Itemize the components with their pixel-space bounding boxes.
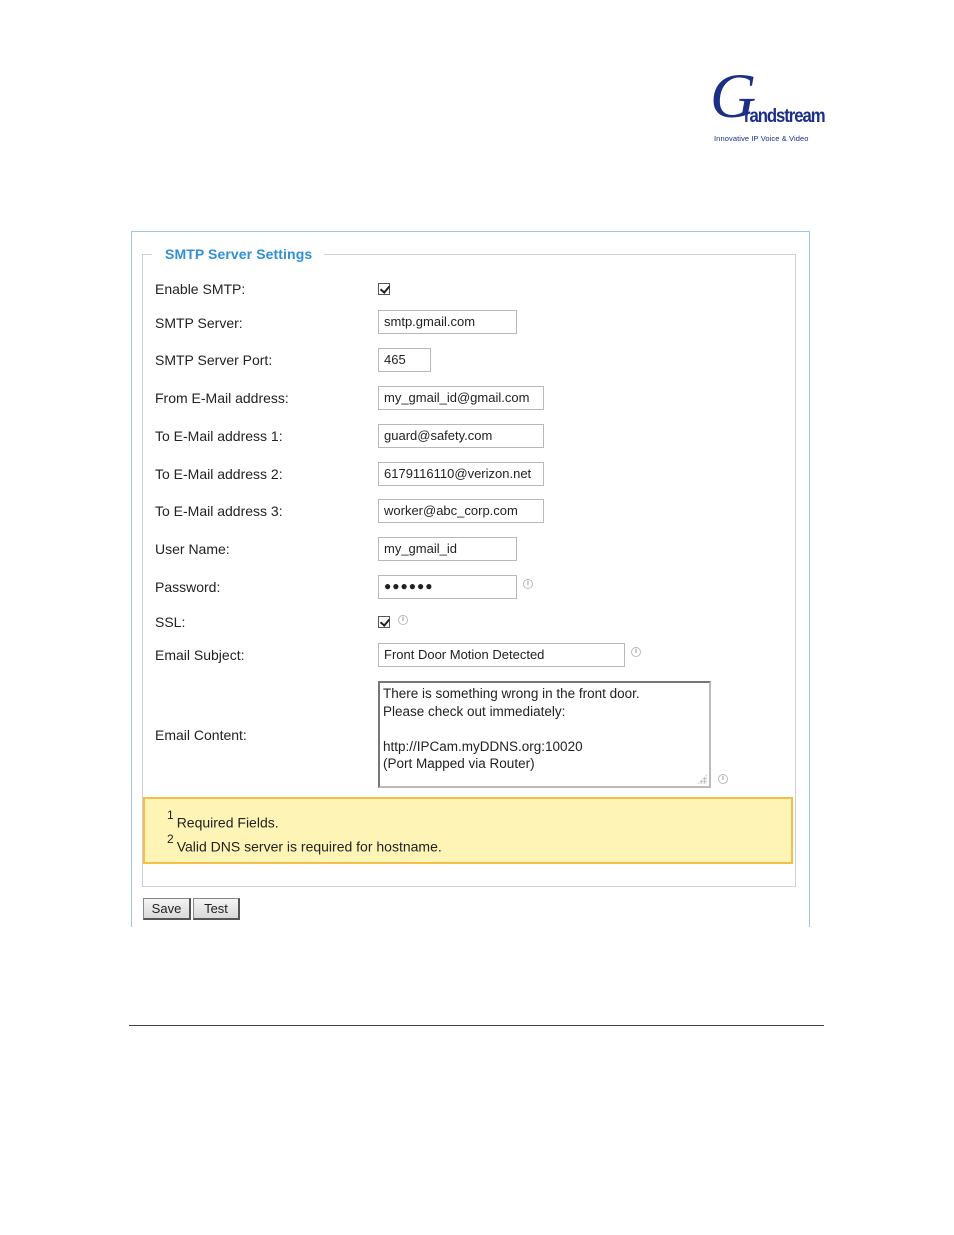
email-content-line: http://IPCam.myDDNS.org:10020	[383, 738, 583, 754]
to-email-1-input[interactable]: guard@safety.com	[378, 424, 544, 448]
to-email-3-input[interactable]: worker@abc_corp.com	[378, 499, 544, 523]
ssl-info-icon[interactable]: i	[398, 615, 408, 625]
email-content-line: (Port Mapped via Router)	[383, 756, 535, 771]
from-email-input[interactable]: my_gmail_id@gmail.com	[378, 386, 544, 410]
smtp-server-label: SMTP Server:	[155, 315, 243, 331]
enable-smtp-label: Enable SMTP:	[155, 281, 246, 297]
email-subject-info-icon[interactable]: i	[631, 647, 641, 657]
email-content-line: Please check out immediately:	[383, 703, 566, 719]
notice-row	[167, 832, 442, 855]
resize-grip-icon[interactable]	[697, 774, 707, 784]
test-button[interactable]: Test	[193, 898, 240, 920]
grandstream-logo	[704, 60, 828, 148]
required-notice	[143, 797, 793, 864]
user-name-label: User Name:	[155, 541, 230, 557]
logo-initial: G	[710, 60, 757, 131]
enable-smtp-checkbox[interactable]	[378, 283, 390, 295]
email-content-line	[383, 720, 706, 738]
email-content-label: Email Content:	[155, 727, 247, 743]
user-name-input[interactable]: my_gmail_id	[378, 537, 517, 561]
notice-row	[167, 808, 279, 831]
email-content-line: There is something wrong in the front door.	[383, 686, 640, 701]
to-email-1-label: To E-Mail address 1:	[155, 428, 283, 444]
ssl-label: SSL:	[155, 614, 186, 630]
smtp-server-input[interactable]: smtp.gmail.com	[378, 310, 517, 334]
save-button[interactable]: Save	[143, 898, 191, 920]
password-label: Password:	[155, 579, 221, 595]
email-subject-input[interactable]: Front Door Motion Detected	[378, 643, 625, 667]
fieldset-border-right	[324, 254, 795, 255]
section-legend: SMTP Server Settings	[165, 246, 313, 262]
logo-wordmark: randstream	[744, 106, 825, 127]
smtp-port-input[interactable]: 465	[378, 348, 431, 372]
password-info-icon[interactable]: i	[523, 579, 533, 589]
email-content-textarea[interactable]	[378, 681, 711, 788]
footer-divider	[129, 1025, 824, 1026]
to-email-3-label: To E-Mail address 3:	[155, 503, 283, 519]
email-subject-label: Email Subject:	[155, 647, 245, 663]
smtp-port-label: SMTP Server Port:	[155, 352, 273, 368]
smtp-fieldset	[142, 254, 796, 887]
to-email-2-label: To E-Mail address 2:	[155, 466, 283, 482]
notice-text: Valid DNS server is required for hostname.	[176, 838, 442, 855]
logo-tagline: Innovative IP Voice & Video	[714, 134, 809, 143]
notice-number: 2	[167, 832, 174, 846]
from-email-label: From E-Mail address:	[155, 390, 289, 406]
fieldset-border-left	[142, 254, 152, 255]
ssl-checkbox[interactable]	[378, 616, 390, 628]
notice-number: 1	[167, 808, 174, 822]
email-content-info-icon[interactable]: i	[718, 774, 728, 784]
notice-text: Required Fields.	[176, 814, 279, 831]
password-input[interactable]: ●●●●●●	[378, 575, 517, 599]
to-email-2-input[interactable]: 6179116110@verizon.net	[378, 462, 544, 486]
